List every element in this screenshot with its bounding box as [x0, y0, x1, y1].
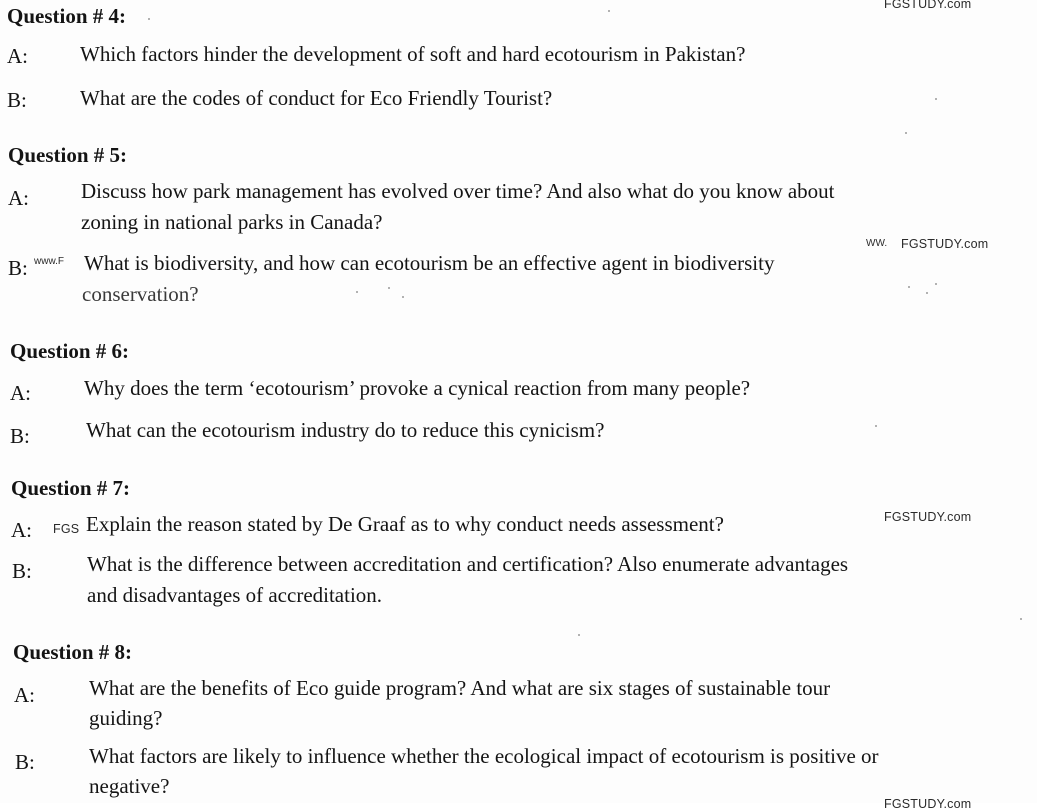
scan-speck — [356, 291, 358, 293]
item-text-q5-b-line-1: What is biodiversity, and how can ecotourism be an effective agent in biodiversity — [84, 251, 775, 275]
scan-speck — [875, 425, 877, 427]
item-label-q6-a: A: — [10, 381, 31, 405]
watermark-q7a-inline: FGS — [53, 522, 80, 536]
item-text-q8-a-line-2: guiding? — [89, 706, 163, 730]
scan-speck — [926, 292, 928, 294]
scan-speck — [905, 132, 907, 134]
item-text-q7-b-line-1: What is the difference between accreditation and certification? Also enumerate advantages — [87, 552, 849, 576]
watermark-q5b-right: FGSTUDY.com — [901, 237, 989, 251]
item-text-q4-b: What are the codes of conduct for Eco Friendly Tourist? — [80, 86, 553, 110]
item-label-q5-a: A: — [8, 186, 29, 210]
scan-speck — [148, 18, 150, 20]
scan-speck — [402, 296, 404, 298]
scan-speck — [908, 286, 910, 288]
item-label-q8-b: B: — [15, 750, 35, 774]
item-text-q5-b-line-2: conservation? — [82, 282, 199, 306]
scan-speck — [1020, 618, 1022, 620]
item-label-q6-b: B: — [10, 424, 30, 448]
item-text-q4-a: Which factors hinder the development of soft and hard ecotourism in Pakistan? — [80, 42, 746, 66]
scan-speck — [578, 634, 580, 636]
item-text-q8-b-line-1: What factors are likely to influence whether the ecological impact of ecotourism is positive or — [89, 744, 879, 768]
item-text-q7-b-line-2: and disadvantages of accreditation. — [87, 583, 383, 607]
scan-speck — [608, 10, 610, 12]
scan-speck — [388, 287, 390, 289]
watermark-q7a-right: FGSTUDY.com — [884, 510, 972, 524]
item-label-q5-b: B: — [8, 256, 28, 280]
watermark-q5b-prefix: WW. — [866, 238, 888, 249]
watermark-q5b-inline: www.F — [34, 256, 64, 267]
watermark-top-right: FGSTUDY.com — [884, 0, 972, 11]
item-text-q7-a: Explain the reason stated by De Graaf as to why conduct needs assessment? — [86, 512, 724, 536]
watermark-bottom-right: FGSTUDY.com — [884, 797, 972, 811]
item-label-q7-b: B: — [12, 559, 32, 583]
item-label-q4-b: B: — [7, 88, 27, 112]
item-text-q6-a: Why does the term ‘ecotourism’ provoke a cynical reaction from many people? — [84, 376, 751, 400]
item-text-q5-a-line-2: zoning in national parks in Canada? — [81, 210, 383, 234]
item-text-q6-b: What can the ecotourism industry do to reduce this cynicism? — [86, 418, 605, 442]
item-label-q8-a: A: — [14, 683, 35, 707]
question-title-8: Question # 8: — [13, 640, 133, 664]
item-text-q8-a-line-1: What are the benefits of Eco guide program? And what are six stages of sustainable tour — [89, 676, 831, 700]
question-title-4: Question # 4: — [7, 4, 127, 28]
item-label-q4-a: A: — [7, 44, 28, 68]
item-label-q7-a: A: — [11, 518, 32, 542]
item-text-q5-a-line-1: Discuss how park management has evolved over time? And also what do you know about — [81, 179, 835, 203]
scan-speck — [935, 283, 937, 285]
question-title-6: Question # 6: — [10, 339, 130, 363]
item-text-q8-b-line-2: negative? — [89, 774, 170, 798]
scan-speck — [935, 98, 937, 100]
question-title-7: Question # 7: — [11, 476, 131, 500]
question-title-5: Question # 5: — [8, 143, 128, 167]
